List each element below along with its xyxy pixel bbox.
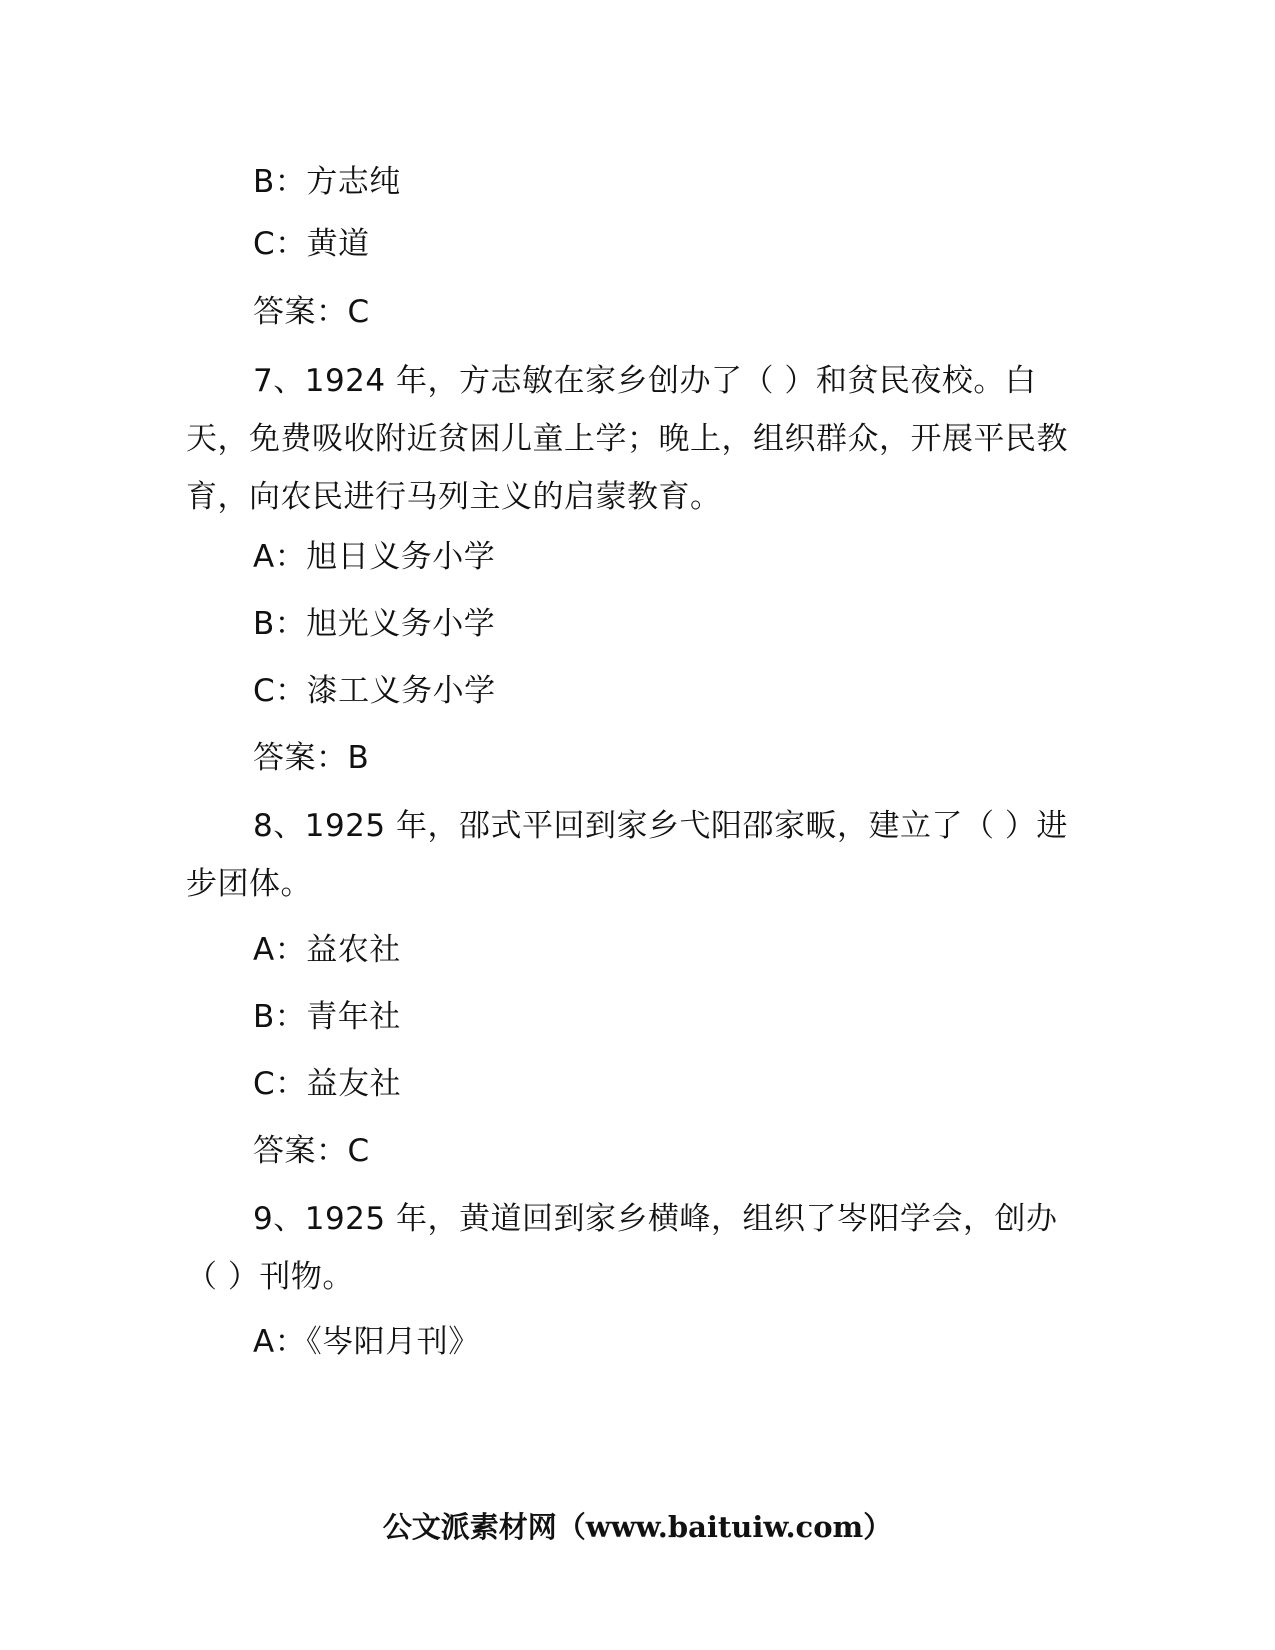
q7-answer: 答案：B (253, 740, 370, 776)
q7-option-a: A：旭日义务小学 (253, 539, 496, 575)
q8-option-b: B：青年社 (253, 999, 401, 1035)
q6-answer: 答案：C (253, 294, 370, 330)
q9-option-a: A：《岑阳月刊》 (253, 1324, 480, 1360)
q6-option-c: C：黄道 (253, 226, 370, 262)
q8-answer: 答案：C (253, 1133, 370, 1169)
q7-option-b: B：旭光义务小学 (253, 606, 496, 642)
q9-question: 9、1925 年，黄道回到家乡横峰，组织了岑阳学会，创办（ ）刊物。 (186, 1201, 1058, 1295)
q8-question: 8、1925 年，邵式平回到家乡弋阳邵家畈，建立了（ ）进步团体。 (186, 808, 1068, 902)
q7-option-c: C：漆工义务小学 (253, 673, 496, 709)
footer-site-credit: 公文派素材网（www.baituiw.com） (382, 1510, 893, 1544)
q7-question: 7、1924 年，方志敏在家乡创办了（ ）和贫民夜校。白天，免费吸收附近贫困儿童上学；晚上，组织群众，开展平民教育，向农民进行马列主义的启蒙教育。 (186, 363, 1068, 515)
q6-option-b: B：方志纯 (253, 164, 401, 200)
q8-option-a: A：益农社 (253, 932, 401, 968)
q8-option-c: C：益友社 (253, 1066, 402, 1102)
